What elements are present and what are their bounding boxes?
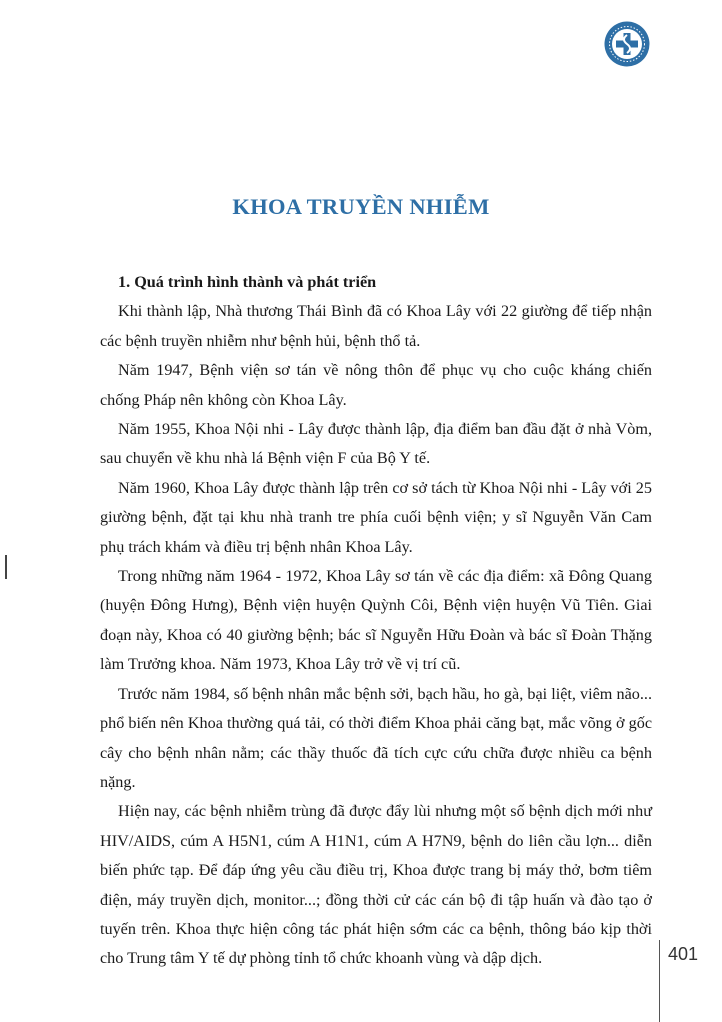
paragraph: Trước năm 1984, số bệnh nhân mắc bệnh sởi, bạch hầu, ho gà, bại liệt, viêm não... phổ biến nên Khoa thường quá tải, có thời điểm Khoa phải căng bạt, mắc võng ở gốc cây cho bệnh nhân nằm; các thầy thuốc đã tích cực cứu chữa được nhiều ca bệnh nặng. [100,684,652,791]
scan-edge-mark [5,555,7,579]
paragraph: Khi thành lập, Nhà thương Thái Bình đã có Khoa Lây với 22 giường để tiếp nhận các bệnh truyền nhiễm như bệnh hủi, bệnh thổ tả. [100,302,652,350]
paragraph: Năm 1947, Bệnh viện sơ tán về nông thôn để phục vụ cho cuộc kháng chiến chống Pháp nên không còn Khoa Lây. [100,361,652,409]
paragraph: Năm 1955, Khoa Nội nhi - Lây được thành lập, địa điểm ban đầu đặt ở nhà Vòm, sau chuyển về khu nhà lá Bệnh viện F của Bộ Y tế. [100,420,652,468]
paragraph: Hiện nay, các bệnh nhiễm trùng đã được đẩy lùi nhưng một số bệnh dịch mới như HIV/AIDS, cúm A H5N1, cúm A H1N1, cúm A H7N9, bệnh do liên cầu lợn... diễn biến phức tạp. Để đáp ứng yêu cầu điều trị, Khoa được trang bị máy thở, bơm tiêm điện, máy truyền dịch, monitor...; đồng thời cử các cán bộ đi tập huấn và đào tạo ở tuyến trên. Khoa thực hiện công tác phát hiện sớm các ca bệnh, thông báo kịp thời cho Trung tâm Y tế dự phòng tỉnh tổ chức khoanh vùng và dập dịch. [100,802,652,968]
page-title: KHOA TRUYỀN NHIỄM [232,194,490,219]
document-body [100,268,652,974]
page-number: 401 [668,944,699,964]
paragraph: Năm 1960, Khoa Lây được thành lập trên cơ sở tách từ Khoa Nội nhi - Lây với 25 giường bệnh, đặt tại khu nhà tranh tre phía cuối bệnh viện; y sĩ Nguyễn Văn Cam phụ trách khám và điều trị bệnh nhân Khoa Lây. [100,478,652,556]
page-number-divider [659,940,660,1022]
paragraph: Trong những năm 1964 - 1972, Khoa Lây sơ tán về các địa điểm: xã Đông Quang (huyện Đông Hưng), Bệnh viện huyện Quỳnh Côi, Bệnh viện huyện Vũ Tiên. Giai đoạn này, Khoa có 40 giường bệnh; bác sĩ Nguyễn Hữu Đoàn và bác sĩ Đoàn Thặng làm Trưởng khoa. Năm 1973, Khoa Lây trở về vị trí cũ. [100,567,652,674]
section-heading: 1. Quá trình hình thành và phát triển [118,273,377,291]
hospital-logo-icon [603,20,651,68]
